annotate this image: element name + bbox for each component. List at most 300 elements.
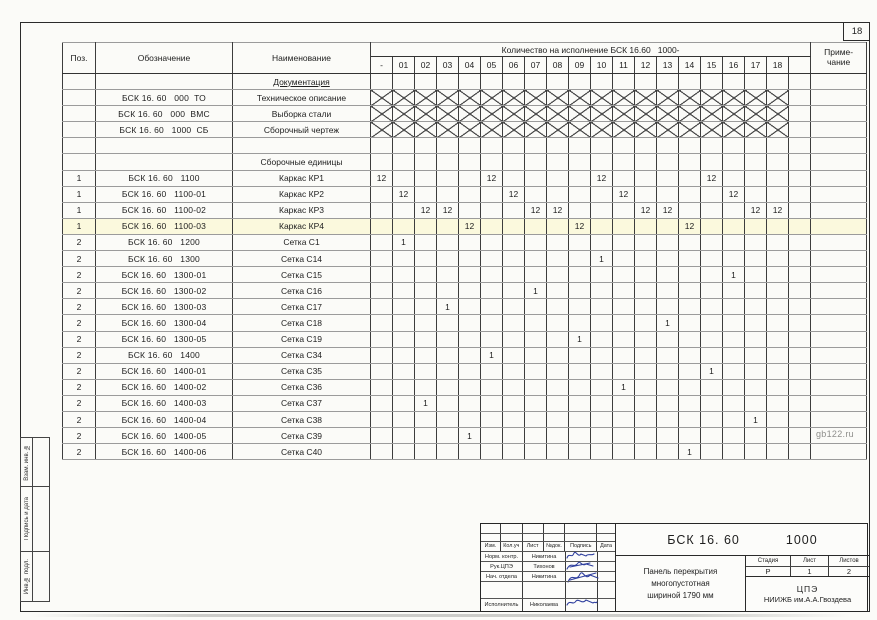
cell-qty <box>547 74 569 90</box>
cell-qty <box>745 122 767 138</box>
cell-qty <box>393 218 415 234</box>
stamp-blank-row <box>481 524 615 533</box>
cell-qty <box>789 267 811 283</box>
cell-qty <box>569 428 591 444</box>
cell-qty <box>657 170 679 186</box>
signature-role: Исполнитель <box>481 599 523 611</box>
cell-qty <box>613 138 635 154</box>
cell-qty <box>481 299 503 315</box>
cell-qty <box>745 218 767 234</box>
cell-qty <box>591 106 613 122</box>
cell-designation: БСК 16. 60 1300-05 <box>96 331 233 347</box>
signature-cell <box>566 599 598 611</box>
exec-column-header: 18 <box>767 57 789 74</box>
cell-qty <box>371 154 393 170</box>
cell-qty <box>657 234 679 250</box>
cell-qty <box>459 267 481 283</box>
cell-designation: БСК 16. 60 000 ВМС <box>96 106 233 122</box>
cell-qty <box>679 411 701 427</box>
cell-qty <box>745 74 767 90</box>
cell-qty <box>569 106 591 122</box>
cell-qty <box>415 315 437 331</box>
cell-qty <box>591 283 613 299</box>
cell-qty <box>393 331 415 347</box>
cell-qty <box>481 428 503 444</box>
cell-qty <box>371 202 393 218</box>
cell-qty <box>525 267 547 283</box>
cell-qty: 12 <box>437 202 459 218</box>
cell-qty <box>679 283 701 299</box>
cell-qty <box>591 138 613 154</box>
stamp-cell <box>501 534 523 541</box>
cell-qty <box>393 267 415 283</box>
cell-qty <box>657 251 679 267</box>
table-row <box>63 234 867 250</box>
cell-qty <box>481 218 503 234</box>
cell-qty <box>437 90 459 106</box>
cell-qty <box>393 138 415 154</box>
document-code: БСК 16. 60 1000 <box>616 524 869 556</box>
cell-qty <box>481 234 503 250</box>
cell-qty <box>591 363 613 379</box>
cell-qty <box>767 331 789 347</box>
cell-qty <box>459 106 481 122</box>
cell-qty <box>635 379 657 395</box>
cell-qty <box>481 106 503 122</box>
cell-qty <box>767 234 789 250</box>
cell-qty <box>789 395 811 411</box>
cell-qty <box>745 170 767 186</box>
stamp-cell <box>565 534 597 541</box>
table-row <box>63 283 867 299</box>
exec-column-header: 17 <box>745 57 767 74</box>
cell-qty <box>723 299 745 315</box>
signature-role: Норм. контр. <box>481 552 523 561</box>
cell-designation <box>96 138 233 154</box>
cell-qty <box>459 379 481 395</box>
cell-designation: БСК 16. 60 1300 <box>96 251 233 267</box>
cell-qty <box>767 444 789 460</box>
cell-qty <box>459 411 481 427</box>
stamp-cell <box>597 534 615 541</box>
cell-qty <box>547 267 569 283</box>
attribute-label: Инв.№ подл. <box>23 558 30 595</box>
cell-qty <box>591 122 613 138</box>
cell-qty <box>679 106 701 122</box>
cell-qty <box>657 331 679 347</box>
cell-qty <box>503 74 525 90</box>
cell-qty <box>701 186 723 202</box>
exec-column-header: - <box>371 57 393 74</box>
cell-note <box>811 218 867 234</box>
cell-qty <box>525 331 547 347</box>
cell-qty <box>569 122 591 138</box>
cell-qty <box>701 251 723 267</box>
cell-qty <box>547 154 569 170</box>
cell-qty <box>591 331 613 347</box>
attribute-box <box>20 552 50 602</box>
cell-name: Сетка С36 <box>233 379 371 395</box>
cell-qty <box>745 251 767 267</box>
cell-qty <box>459 186 481 202</box>
cell-qty <box>547 347 569 363</box>
cell-qty <box>679 363 701 379</box>
cell-qty <box>459 170 481 186</box>
cell-name: Техническое описание <box>233 90 371 106</box>
cell-qty <box>701 267 723 283</box>
cell-qty <box>569 202 591 218</box>
cell-qty <box>701 234 723 250</box>
stamp-cell <box>544 534 566 541</box>
stamp-cell <box>501 524 523 533</box>
cell-qty <box>635 122 657 138</box>
cell-qty <box>371 122 393 138</box>
cell-qty <box>503 170 525 186</box>
cell-qty <box>525 106 547 122</box>
cell-qty <box>591 154 613 170</box>
cell-qty <box>591 379 613 395</box>
cell-pos: 2 <box>63 315 96 331</box>
cell-qty <box>767 299 789 315</box>
cell-name: Сборочный чертеж <box>233 122 371 138</box>
cell-qty <box>745 299 767 315</box>
cell-qty <box>437 186 459 202</box>
cell-name: Сетка С37 <box>233 395 371 411</box>
cell-qty <box>459 395 481 411</box>
cell-qty <box>613 170 635 186</box>
cell-qty <box>437 315 459 331</box>
cell-qty <box>437 283 459 299</box>
cell-qty <box>569 411 591 427</box>
cell-qty <box>635 283 657 299</box>
cell-qty <box>437 347 459 363</box>
cell-qty <box>789 283 811 299</box>
cell-qty <box>371 363 393 379</box>
cell-qty <box>591 411 613 427</box>
cell-designation: БСК 16. 60 1400-02 <box>96 379 233 395</box>
table-row <box>63 138 867 154</box>
cell-designation: БСК 16. 60 1300-01 <box>96 267 233 283</box>
cell-qty: 12 <box>635 202 657 218</box>
cell-qty <box>547 299 569 315</box>
cell-designation: БСК 16. 60 1400-04 <box>96 411 233 427</box>
table-row <box>63 186 867 202</box>
cell-designation: БСК 16. 60 1000 СБ <box>96 122 233 138</box>
cell-note <box>811 74 867 90</box>
stage-header-cell: Лист <box>791 556 829 566</box>
cell-qty <box>393 202 415 218</box>
stamp-cell <box>523 524 544 533</box>
cell-qty <box>635 74 657 90</box>
cell-qty <box>525 379 547 395</box>
cell-qty <box>481 315 503 331</box>
cell-qty <box>745 90 767 106</box>
cell-designation <box>96 154 233 170</box>
cell-qty <box>701 428 723 444</box>
cell-qty <box>657 74 679 90</box>
signature-name: Никитина <box>523 552 566 561</box>
cell-qty <box>679 267 701 283</box>
stamp-header-cell: Подпись <box>565 542 597 552</box>
cell-note <box>811 331 867 347</box>
organization: ЦПЭ НИИЖБ им.А.А.Гвоздева <box>763 584 852 604</box>
cell-qty <box>437 106 459 122</box>
cell-qty <box>525 170 547 186</box>
cell-qty <box>767 251 789 267</box>
cell-qty <box>569 251 591 267</box>
exec-column-header <box>789 57 811 74</box>
cell-qty <box>415 170 437 186</box>
cell-qty <box>569 395 591 411</box>
cell-qty <box>701 202 723 218</box>
cell-qty <box>613 267 635 283</box>
scan-edge-shadow <box>30 614 850 617</box>
table-row <box>63 444 867 460</box>
cell-name: Сетка С38 <box>233 411 371 427</box>
stamp-header-cell: Изм. <box>481 542 501 552</box>
cell-qty <box>613 347 635 363</box>
attribute-label-cell <box>21 487 33 551</box>
cell-qty <box>723 428 745 444</box>
cell-qty <box>525 186 547 202</box>
cell-qty <box>525 122 547 138</box>
attribute-label: Подпись и дата <box>23 497 30 541</box>
cell-qty <box>481 363 503 379</box>
cell-qty <box>415 251 437 267</box>
cell-note <box>811 379 867 395</box>
cell-qty <box>657 283 679 299</box>
cell-qty <box>723 363 745 379</box>
cell-qty <box>613 90 635 106</box>
cell-qty: 12 <box>723 186 745 202</box>
cell-designation: БСК 16. 60 1100-03 <box>96 218 233 234</box>
cell-qty: 1 <box>525 283 547 299</box>
cell-designation: БСК 16. 60 1100-02 <box>96 202 233 218</box>
cell-qty <box>723 395 745 411</box>
cell-qty <box>723 202 745 218</box>
cell-qty <box>415 379 437 395</box>
table-row <box>63 74 867 90</box>
cell-qty <box>437 379 459 395</box>
table-row <box>63 395 867 411</box>
cell-designation: БСК 16. 60 1400-06 <box>96 444 233 460</box>
cell-qty <box>635 218 657 234</box>
cell-qty <box>635 315 657 331</box>
cell-qty <box>547 218 569 234</box>
cell-qty <box>371 283 393 299</box>
cell-pos: 2 <box>63 234 96 250</box>
exec-column-header: 12 <box>635 57 657 74</box>
cell-qty <box>547 90 569 106</box>
cell-qty <box>459 347 481 363</box>
cell-qty <box>679 251 701 267</box>
cell-qty <box>547 251 569 267</box>
col-header-designation: Обозначение <box>96 43 233 74</box>
cell-qty <box>569 90 591 106</box>
cell-qty <box>657 299 679 315</box>
cell-qty <box>547 186 569 202</box>
cell-qty <box>393 444 415 460</box>
cell-qty <box>613 315 635 331</box>
table-row <box>63 154 867 170</box>
exec-column-header: 02 <box>415 57 437 74</box>
exec-column-header: 05 <box>481 57 503 74</box>
cell-designation <box>96 74 233 90</box>
cell-qty <box>767 122 789 138</box>
cell-qty <box>393 347 415 363</box>
cell-qty <box>459 74 481 90</box>
cell-name: Сетка С40 <box>233 444 371 460</box>
cell-note <box>811 122 867 138</box>
cell-qty <box>613 218 635 234</box>
cell-qty <box>393 395 415 411</box>
cell-qty <box>393 170 415 186</box>
attribute-label: Взам. инв. № <box>23 443 30 481</box>
exec-column-header: 14 <box>679 57 701 74</box>
cell-note <box>811 363 867 379</box>
cell-note <box>811 411 867 427</box>
cell-qty <box>503 154 525 170</box>
cell-qty <box>569 74 591 90</box>
cell-qty: 1 <box>745 411 767 427</box>
cell-qty <box>459 299 481 315</box>
cell-qty <box>789 186 811 202</box>
cell-qty <box>745 379 767 395</box>
cell-qty <box>767 411 789 427</box>
cell-qty <box>459 363 481 379</box>
cell-qty <box>459 234 481 250</box>
cell-qty <box>393 106 415 122</box>
cell-qty: 12 <box>767 202 789 218</box>
cell-qty <box>371 411 393 427</box>
table-row <box>63 251 867 267</box>
cell-qty <box>657 267 679 283</box>
exec-column-header: 03 <box>437 57 459 74</box>
cell-qty <box>415 122 437 138</box>
cell-qty <box>547 122 569 138</box>
cell-pos: 2 <box>63 379 96 395</box>
cell-designation: БСК 16. 60 1300-02 <box>96 283 233 299</box>
cell-qty: 1 <box>459 428 481 444</box>
cell-qty <box>745 267 767 283</box>
title-block <box>480 523 868 612</box>
cell-qty <box>371 315 393 331</box>
cell-qty <box>723 331 745 347</box>
cell-qty <box>591 234 613 250</box>
cell-qty <box>613 154 635 170</box>
table-row <box>63 379 867 395</box>
cell-qty <box>635 186 657 202</box>
cell-pos: 2 <box>63 267 96 283</box>
spec-table-body <box>63 74 867 460</box>
cell-qty <box>525 395 547 411</box>
cell-qty <box>569 315 591 331</box>
cell-qty <box>503 138 525 154</box>
table-row <box>63 122 867 138</box>
cell-qty <box>503 347 525 363</box>
cell-qty <box>393 122 415 138</box>
cell-qty <box>415 363 437 379</box>
attribute-box <box>20 487 50 552</box>
cell-qty <box>767 363 789 379</box>
cell-qty <box>789 138 811 154</box>
exec-column-header: 16 <box>723 57 745 74</box>
cell-qty <box>789 444 811 460</box>
cell-qty <box>569 347 591 363</box>
cell-qty <box>657 218 679 234</box>
cell-qty <box>635 90 657 106</box>
cell-qty <box>701 411 723 427</box>
cell-qty: 1 <box>679 444 701 460</box>
cell-qty <box>481 74 503 90</box>
cell-pos: 2 <box>63 331 96 347</box>
stage-value-row <box>746 567 869 578</box>
cell-name: Сетка С18 <box>233 315 371 331</box>
cell-qty <box>393 154 415 170</box>
cell-qty: 12 <box>569 218 591 234</box>
cell-qty <box>723 251 745 267</box>
cell-qty: 12 <box>525 202 547 218</box>
cell-qty <box>481 267 503 283</box>
cell-name: Каркас КР3 <box>233 202 371 218</box>
cell-qty <box>591 74 613 90</box>
cell-qty <box>437 331 459 347</box>
cell-designation: БСК 16. 60 1100 <box>96 170 233 186</box>
cell-qty <box>767 347 789 363</box>
cell-qty <box>635 234 657 250</box>
cell-qty <box>767 154 789 170</box>
cell-qty <box>569 154 591 170</box>
cell-qty <box>613 411 635 427</box>
stamp-blank-row <box>481 533 615 541</box>
exec-column-header: 09 <box>569 57 591 74</box>
stage-header-row <box>746 556 869 567</box>
cell-qty <box>459 331 481 347</box>
exec-column-header: 11 <box>613 57 635 74</box>
cell-qty <box>767 283 789 299</box>
cell-qty <box>415 154 437 170</box>
cell-qty <box>503 331 525 347</box>
cell-qty <box>679 347 701 363</box>
cell-qty <box>789 170 811 186</box>
section-label: Документация <box>273 76 330 87</box>
cell-qty <box>371 138 393 154</box>
cell-qty <box>723 411 745 427</box>
cell-qty <box>767 267 789 283</box>
cell-qty <box>635 444 657 460</box>
cell-qty <box>503 267 525 283</box>
cell-qty <box>547 315 569 331</box>
stage-header-cell: Листов <box>839 557 859 564</box>
cell-qty <box>789 74 811 90</box>
cell-qty <box>415 106 437 122</box>
cell-qty <box>723 234 745 250</box>
signature-date <box>598 582 615 598</box>
cell-name: Сетка С16 <box>233 283 371 299</box>
cell-qty <box>789 411 811 427</box>
cell-qty <box>723 315 745 331</box>
cell-qty <box>679 331 701 347</box>
cell-name <box>233 154 371 170</box>
cell-qty <box>525 218 547 234</box>
cell-qty <box>657 363 679 379</box>
cell-qty <box>745 283 767 299</box>
cell-qty <box>415 347 437 363</box>
cell-qty <box>613 444 635 460</box>
cell-qty <box>701 395 723 411</box>
cell-qty <box>767 90 789 106</box>
cell-pos: 1 <box>63 218 96 234</box>
